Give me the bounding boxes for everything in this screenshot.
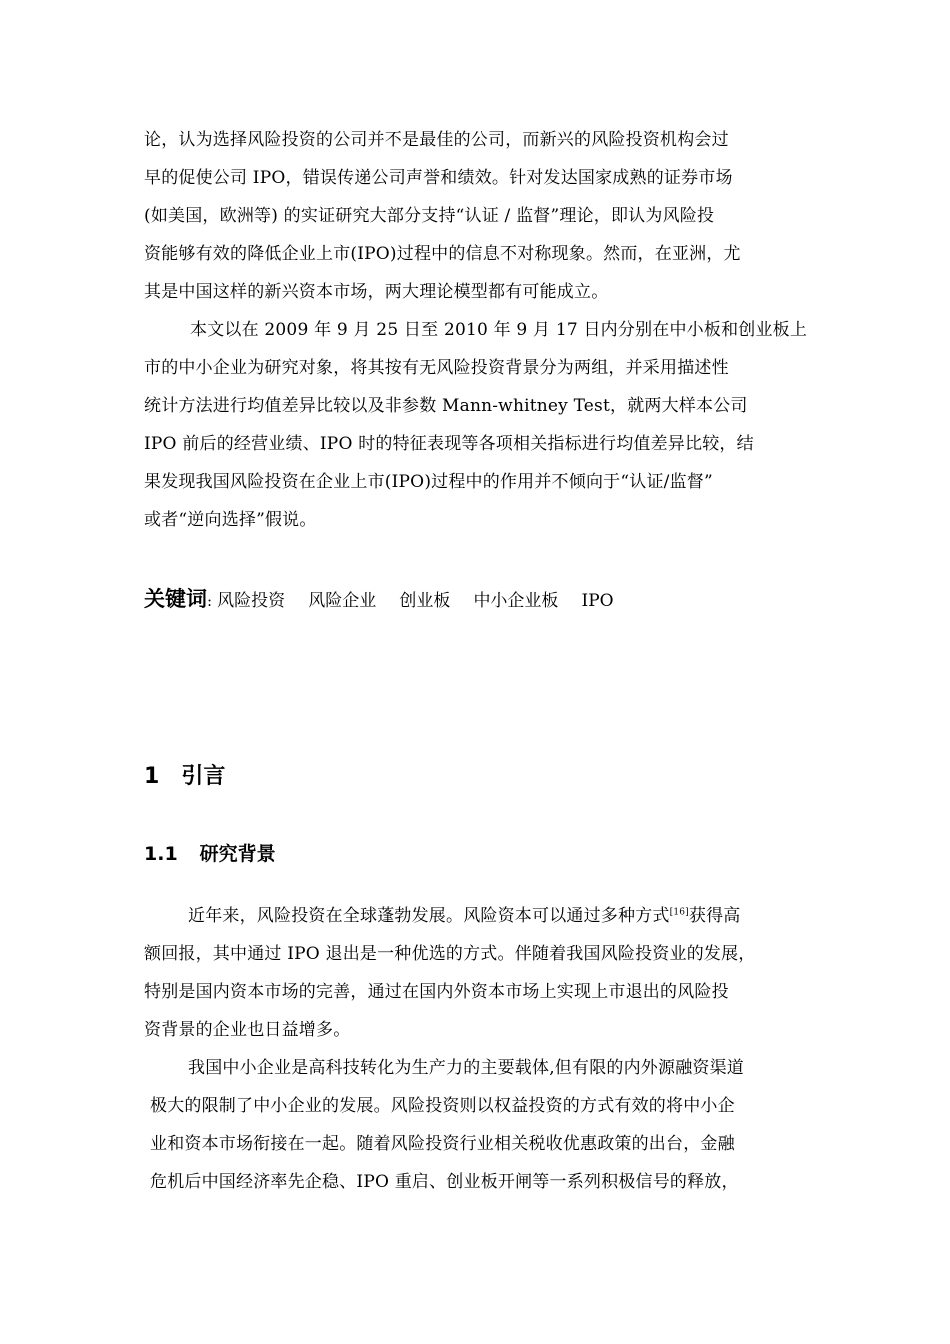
body-line: 我国中小企业是高科技转化为生产力的主要载体,但有限的内外源融资渠道: [188, 1058, 745, 1078]
body-text: 近年来，风险投资在全球蓬勃发展。风险资本可以通过多种方式: [188, 906, 670, 926]
section-number: 1: [144, 764, 160, 789]
keyword-item: 风险企业: [308, 591, 377, 611]
subsection-number: 1.1: [144, 843, 178, 865]
abstract-line: 市的中小企业为研究对象，将其按有无风险投资背景分为两组，并采用描述性: [144, 358, 729, 378]
abstract-line: 资能够有效的降低企业上市(IPO)过程中的信息不对称现象。然而，在亚洲，尤: [144, 244, 741, 264]
body-line: 资背景的企业也日益增多。: [144, 1020, 351, 1040]
body-line: 额回报，其中通过 IPO 退出是一种优选的方式。伴随着我国风险投资业的发展，: [144, 944, 756, 964]
body-line: [188, 905, 741, 927]
body-text: 获得高: [688, 906, 741, 926]
keyword-item: 中小企业板: [473, 591, 559, 611]
body-line: 特别是国内资本市场的完善，通过在国内外资本市场上实现上市退出的风险投: [144, 982, 729, 1002]
abstract-line: (如美国，欧洲等) 的实证研究大部分支持“认证 / 监督”理论，即认为风险投: [144, 206, 715, 226]
keyword-item: IPO: [581, 591, 614, 611]
keywords-line: [144, 583, 632, 613]
body-line: 极大的限制了中小企业的发展。风险投资则以权益投资的方式有效的将中小企: [150, 1096, 735, 1116]
abstract-line: IPO 前后的经营业绩、IPO 时的特征表现等各项相关指标进行均值差异比较，结: [144, 434, 754, 454]
abstract-line: 或者“逆向选择”假说。: [144, 510, 317, 530]
body-line: 业和资本市场衔接在一起。随着风险投资行业相关税收优惠政策的出台，金融: [150, 1134, 735, 1154]
keywords-colon: :: [207, 592, 213, 610]
abstract-line: 果发现我国风险投资在企业上市(IPO)过程中的作用并不倾向于“认证/监督”: [144, 472, 713, 492]
section-title: 引言: [181, 764, 226, 789]
abstract-line: 早的促使公司 IPO，错误传递公司声誉和绩效。针对发达国家成熟的证券市场: [144, 168, 733, 188]
subsection-title: 研究背景: [199, 843, 276, 865]
keywords-label: 关键词: [144, 587, 207, 611]
keyword-item: 创业板: [399, 591, 451, 611]
abstract-line: 其是中国这样的新兴资本市场，两大理论模型都有可能成立。: [144, 282, 609, 302]
subsection-heading: [144, 841, 276, 867]
abstract-line: 统计方法进行均值差异比较以及非参数 Mann-whitney Test，就两大样本公司: [144, 396, 748, 416]
body-line: 危机后中国经济率先企稳、IPO 重启、创业板开闸等一系列积极信号的释放，: [150, 1172, 739, 1192]
abstract-line: 论，认为选择风险投资的公司并不是最佳的公司，而新兴的风险投资机构会过: [144, 130, 729, 150]
keyword-item: 风险投资: [217, 591, 286, 611]
citation-reference: [16]: [669, 907, 689, 918]
section-heading: [144, 762, 225, 792]
abstract-line: 本文以在 2009 年 9 月 25 日至 2010 年 9 月 17 日内分别在中小板和创业板上: [190, 320, 808, 340]
